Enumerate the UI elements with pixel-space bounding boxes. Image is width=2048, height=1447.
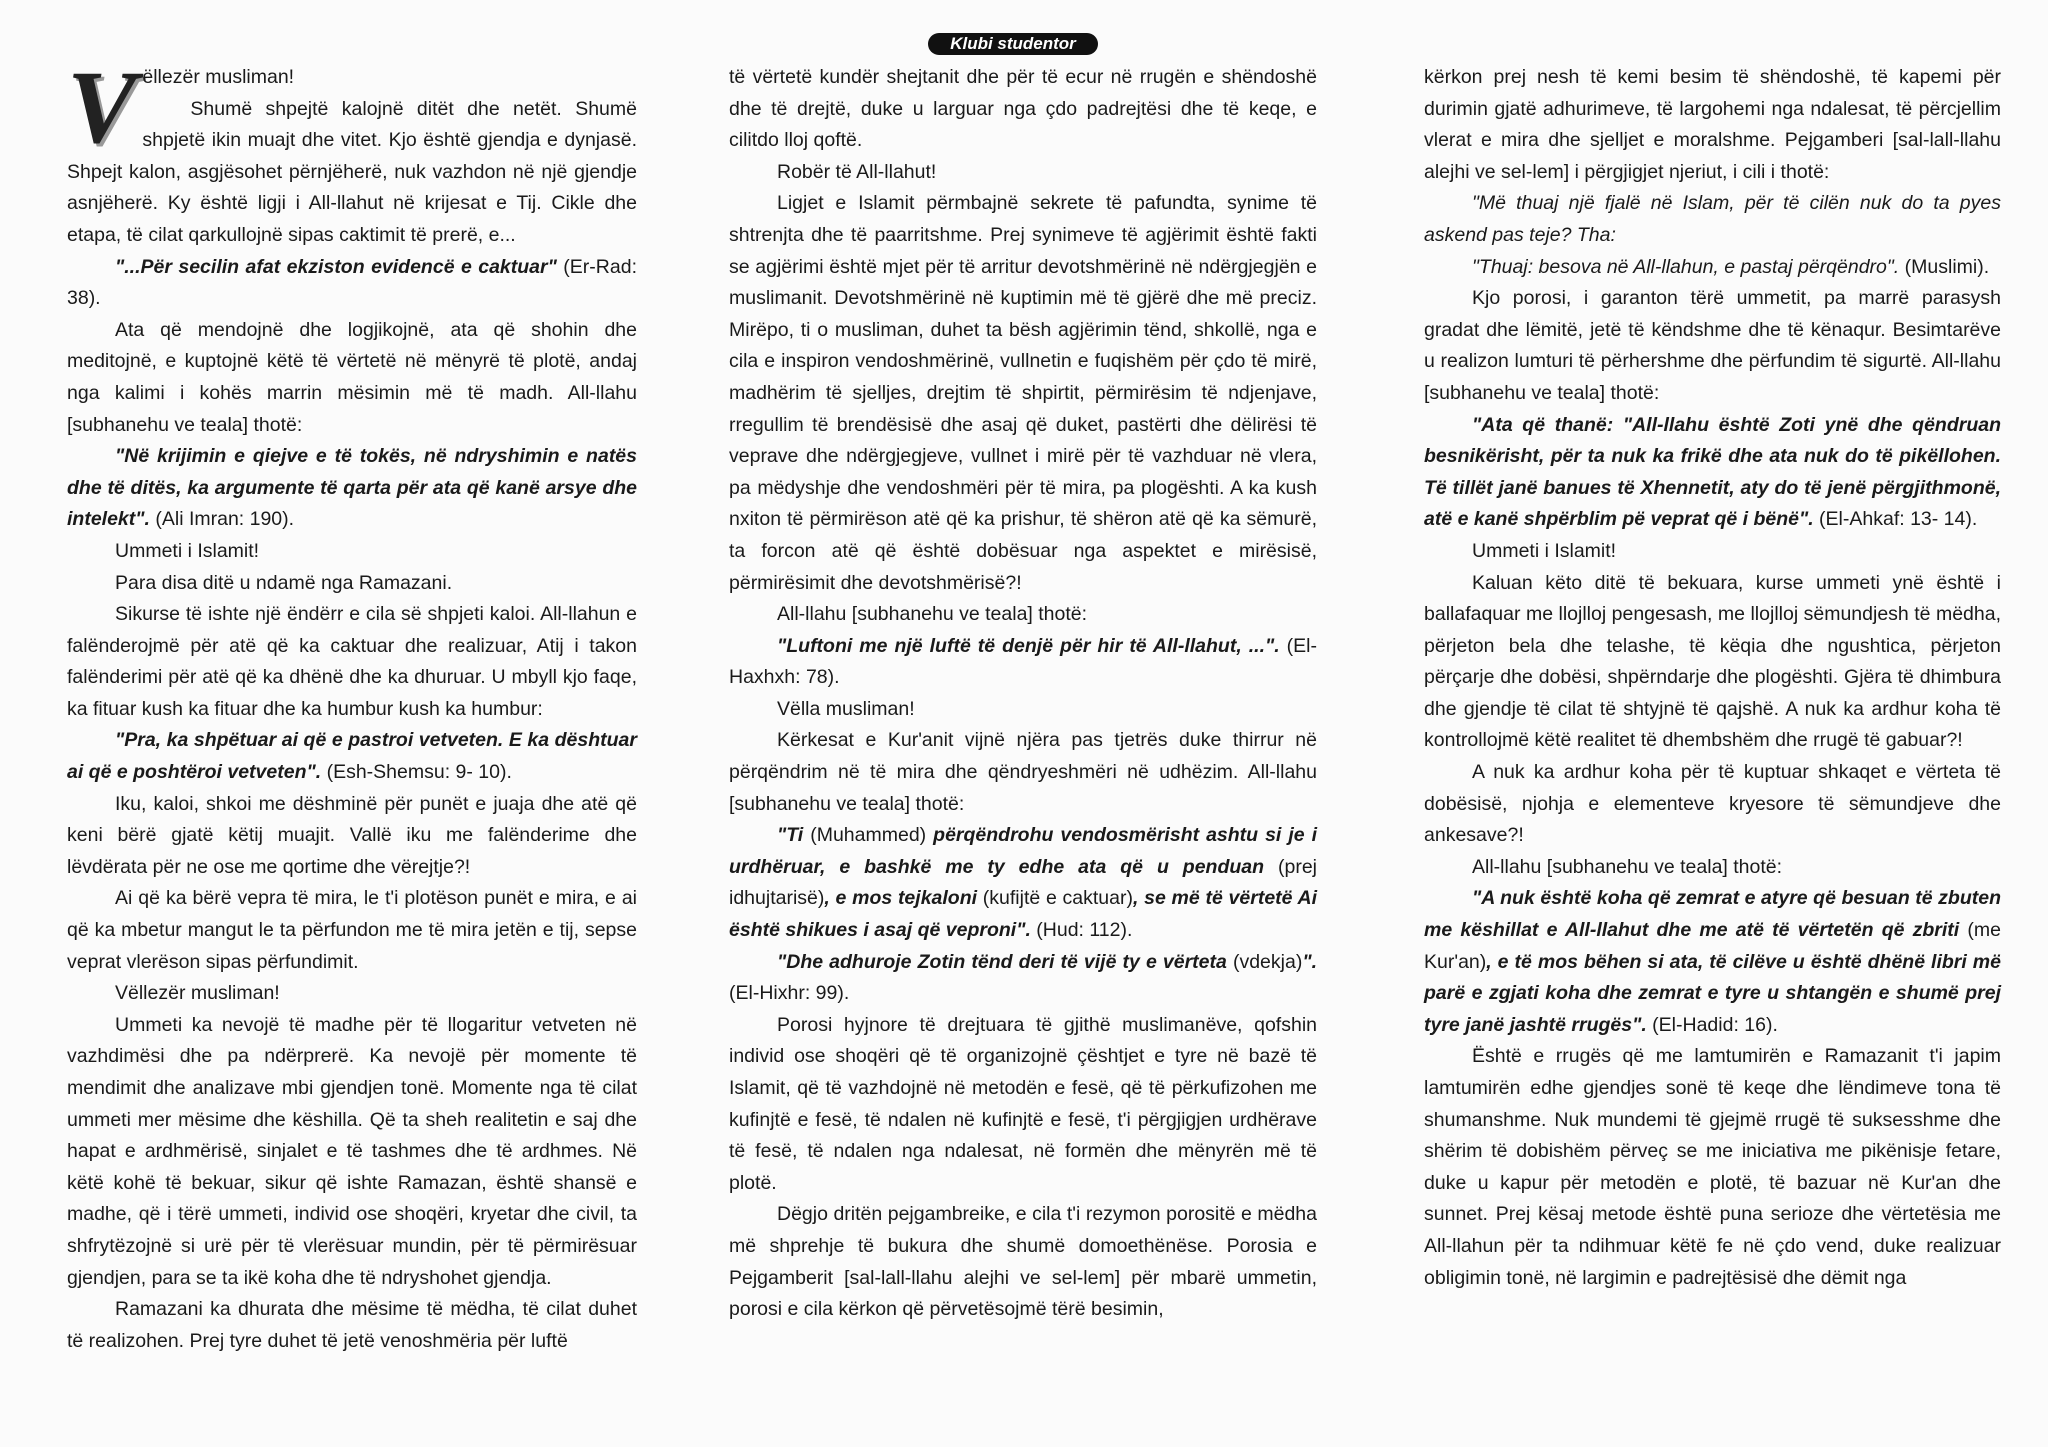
paragraph: Ai që ka bërë vepra të mira, le t'i plotëson punët e mira, e ai që ka mbetur mangut le ta përfundon me të mira jetën e tij, sepse veprat vlerëson sipas përfundimit.	[67, 887, 637, 973]
paragraph: Sikurse të ishte një ëndërr e cila së shpjeti kaloi. All-llahun e falënderojmë për atë që ka caktuar dhe realizuar, Atij i takon falënderimi për atë që ka dhënë dhe ka dhuruar. U mbyll kjo faqe, ka fituar kush ka fituar dhe ka humbur kush ka humbur:	[67, 603, 637, 720]
paragraph: Ramazani ka dhurata dhe mësime të mëdha, të cilat duhet të realizohen. Prej tyre duhet të jetë venoshmëria për luftë	[67, 1298, 637, 1352]
drop-cap: V	[67, 50, 137, 165]
paragraph: Para disa ditë u ndamë nga Ramazani.	[115, 571, 453, 594]
paragraph: Kërkesat e Kur'anit vijnë njëra pas tjetrës duke thirrur në përqëndrim në të mira dhe qëndryeshmëri në udhëzim. All-llahu [subhanehu ve teala] thotë:	[729, 729, 1317, 815]
quote: "Ata që thanë: "All-llahu është Zoti ynë dhe qëndruan besnikërisht, për ta nuk ka frikë dhe ata nuk do të pikëllohen. Të tillët janë banues të Xhennetit, aty do të jenë përgjithmonë, atë e kanë shpërblim pë veprat që i bënë". (El-Ahkaf: 13- 14).	[1424, 413, 2001, 531]
hadith-quote: "Më thuaj një fjalë në Islam, për të cilën nuk do ta pyes askend pas teje? Tha:	[1424, 192, 2001, 246]
paragraph: All-llahu [subhanehu ve teala] thotë:	[1472, 855, 1783, 878]
paragraph: Ata që mendojnë dhe logjikojnë, ata që shohin dhe meditojnë, e kuptojnë këtë të vërtetë në mënyrë të plotë, andaj nga kalimi i kohës marrin mësimin më të madh. All-llahu [subhanehu ve teala] thotë:	[67, 318, 637, 436]
hadith-quote: "Thuaj: besova në All-llahun, e pastaj përqëndro". (Muslimi).	[1472, 255, 1990, 278]
paragraph: Iku, kaloi, shkoi me dëshminë për punët e juaja dhe atë që keni bërë gjatë këtij muajit. Vallë iku me falënderime dhe lëvdërata për ne ose me qortime dhe vërejtje?!	[67, 792, 637, 878]
paragraph: Kjo porosi, i garanton tërë ummetit, pa marrë parasysh gradat dhe lëmitë, jetë të këndshme dhe të kënaqur. Besimtarëve u realizon lumturi të përhershme dhe përfundim të sigurtë. All-llahu [subhanehu ve teala] thotë:	[1424, 287, 2001, 404]
paragraph: All-llahu [subhanehu ve teala] thotë:	[777, 603, 1088, 626]
paragraph: Dëgjo dritën pejgambreike, e cila t'i rezymon porositë e mëdha më shprehje të bukura dhe shumë domoethënëse. Porosia e Pejgamberit [sal-lall-llahu alejhi ve sel-lem] për mbarë ummetin, porosi e cila kërkon që përvetësojmë tërë besimin,	[729, 1203, 1317, 1321]
paragraph: Ligjet e Islamit përmbajnë sekrete të pafundta, synime të shtrenjta dhe të paarritshme. Prej synimeve të agjërimit është fakti se agjërimi është mjet për të arritur devotshmërinë në ndërgjegjën e muslimanit. Devotshmërinë në kuptimin më të gjërë dhe më preciz. Mirëpo, ti o musliman, duhet ta bësh agjërimin tënd, shkollë, nga e cila e inspiron vendoshmërinë, vullnetin e fuqishëm për çdo të mirë, madhërim të sjelljes, drejtim të shpirtit, përmirësim të ndjenjave, rregullim të brendësisë dhe asaj që duket, pastërti dhe dëlirësi të veprave dhe ndërgjegjeve, vullnet i mirë për të vazhduar në vlera, pa mëdyshje dhe vendoshmëri për të mira, pa plogështi. A ka kush nxiton të përmirëson atë që ka prishur, të shëron atë që ka sëmurë, ta forcon atë që është dobësuar nga aspektet e mirësisë, përmirësimit dhe devotshmërisë?!	[729, 192, 1317, 594]
heading-line: Vëlla musliman!	[777, 697, 915, 720]
paragraph: Është e rrugës që me lamtumirën e Ramazanit t'i japim lamtumirën edhe gjendjes sonë të keqe dhe lëndimeve tona të shumanshme. Nuk mundemi të gjejmë rrugë të suksesshme dhe shërim të dobishëm përveç se me iniciativa me pikënisje fetare, duke u kapur për metodën e plotë, të bazuar në Kur'an dhe sunnet. Prej kësaj metode është puna serioze dhe vërtetësia me All-llahun për ta ndihmuar këtë fe në çdo vend, duke realizuar obligimin tonë, në largimin e padrejtësisë dhe dëmit nga	[1424, 1045, 2001, 1289]
heading-line: Vëllezër musliman!	[115, 982, 280, 1005]
heading-line: Ummeti i Islamit!	[1472, 539, 1617, 562]
paragraph: A nuk ka ardhur koha për të kuptuar shkaqet e vërteta të dobësisë, njohja e elementeve kryesore të sëmundjeve dhe ankesave?!	[1424, 761, 2001, 847]
opening-paragraph: Vëllezër musliman!	[67, 50, 295, 165]
paragraph: Porosi hyjnore të drejtuara të gjithë muslimanëve, qofshin individ ose shoqëri që të organizojnë çështjet e tyre në bazë të Islamit, që të vazhdojnë në metodën e fesë, që të përkufizohen me kufinjtë e fesë, të ndalen në kufinjtë e fesë, t'i përgjigjen urdhërave të fesë, të ndalen nga ndalesat, në formën dhe mënyrën më të plotë.	[729, 1013, 1317, 1194]
quote: "Ti (Muhammed) përqëndrohu vendosmërisht ashtu si je i urdhëruar, e bashkë me ty edhe ata që u penduan (prej idhujtarisë), e mos tejkaloni (kufijtë e caktuar), se më të vërtetë Ai është shikues i asaj që veproni". (Hud: 112).	[729, 824, 1318, 942]
paragraph: të vërtetë kundër shejtanit dhe për të ecur në rrugën e shëndoshë dhe të drejtë, duke u larguar nga çdo padrejtësi dhe të keqe, e cilitdo lloj qoftë.	[729, 66, 1317, 152]
heading-line: Ummeti i Islamit!	[115, 539, 260, 562]
column-middle	[729, 62, 1317, 1326]
paragraph: Ummeti ka nevojë të madhe për të llogaritur vetveten në vazhdimësi dhe pa ndërprerë. Ka nevojë për momente të mendimit dhe analizave mbi gjendjen tonë. Momente nga të cilat ummeti mer mësime dhe këshilla. Që ta sheh realitetin e saj dhe hapat e ardhmërisë, sinjalet e të tashmes dhe të ardhmes. Në këtë kohë të bekuar, sikur që ishte Ramazan, është shansë e madhe, që i tërë ummeti, individ ose shoqëri, kryetar dhe civil, ta shfrytëzojnë si urë për të vlerësuar mundin, për të përmirësuar gjendjen, para se ta ikë koha dhe të ndryshohet gjendja.	[67, 1013, 637, 1289]
quote: "Pra, ka shpëtuar ai që e pastroi vetveten. E ka dështuar ai që e poshtëroi vetveten". (Esh-Shemsu: 9- 10).	[67, 729, 637, 784]
heading-line: Robër të All-llahut!	[777, 160, 937, 183]
column-right	[1424, 62, 2001, 1294]
column-left	[67, 50, 637, 1357]
paragraph: kërkon prej nesh të kemi besim të shëndoshë, të kapemi për durimin gjatë adhurimeve, të largohemi nga ndalesat, të përcjellim vlerat e mira dhe sjelljet e moralshme. Pejgamberi [sal-lall-llahu alejhi ve sel-lem] i përgjigjet njeriut, i cili i thotë:	[1424, 66, 2001, 183]
section-badge: Klubi studentor	[928, 33, 1098, 55]
paragraph: Kaluan këto ditë të bekuara, kurse ummeti ynë është i ballafaquar me llojlloj pengesash, me llojlloj sëmundjesh të mëdha, përjeton bela dhe telashe, të këqia dhe ngushtica, përjeton përçarje dhe dobësi, shpërndarje dhe plogështi. Gjëra të dhimbura dhe gjendje të cilat të shtyjnë të qajshë. A nuk ka ardhur koha të kontrollojmë këtë realitet të dhembshëm dhe rrugë të gabuar?!	[1424, 571, 2001, 752]
quote: "Dhe adhuroje Zotin tënd deri të vijë ty e vërteta (vdekja)". (El-Hixhr: 99).	[729, 950, 1317, 1005]
paragraph: Shumë shpejtë kalojnë ditët dhe netët. Shumë shpjetë ikin muajt dhe vitet. Kjo është gjendja e dynjasë. Shpejt kalon, asgjësohet përnjëherë, nuk vazhdon në një gjendje asnjëherë. Ky është ligji i All-llahut në krijesat e Tij. Cikle dhe etapa, të cilat qarkullojnë sipas caktimit të prerë, e...	[67, 97, 637, 246]
quote: "A nuk është koha që zemrat e atyre që besuan të zbuten me këshillat e All-llahut dhe me atë të vërtetën që zbriti (me Kur'an), e të mos bëhen si ata, të cilëve u është dhënë libri më parë e zgjati koha dhe zemrat e tyre u shtangën e shumë prej tyre janë jashtë rrugës". (El-Hadid: 16).	[1424, 887, 2001, 1036]
quote: "...Për secilin afat ekziston evidencë e caktuar" (Er-Rad: 38).	[67, 255, 637, 310]
quote: "Në krijimin e qiejve e të tokës, në ndryshimin e natës dhe të ditës, ka argumente të qarta për ata që kanë arsye dhe intelekt". (Ali Imran: 190).	[67, 445, 637, 531]
quote: "Luftoni me një luftë të denjë për hir të All-llahut, ...". (El-Haxhxh: 78).	[729, 634, 1317, 689]
